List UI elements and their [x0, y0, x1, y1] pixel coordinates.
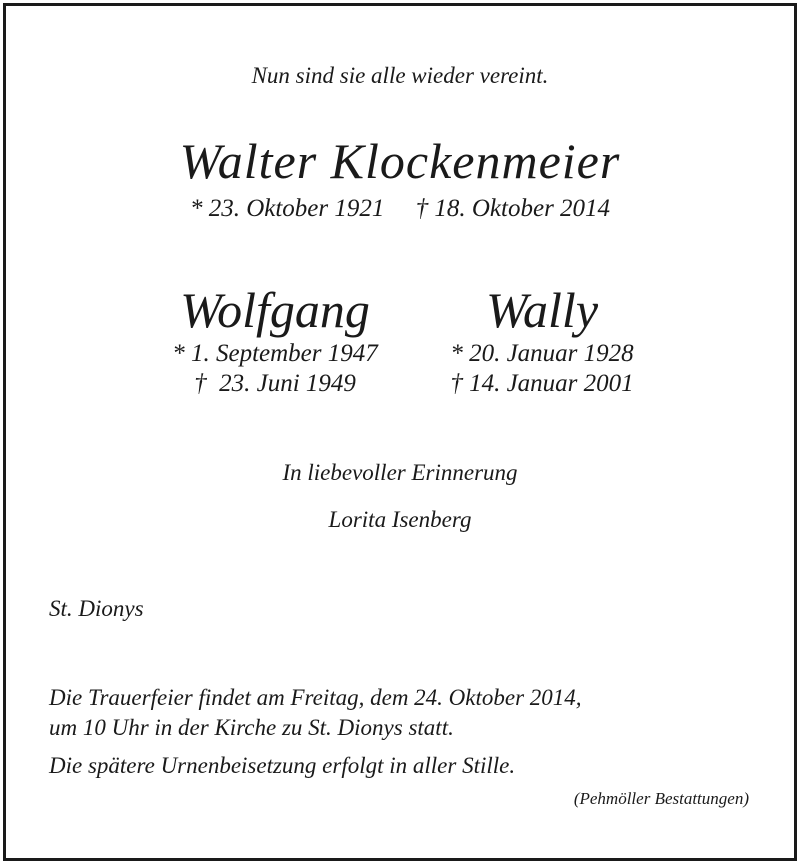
place-name: St. Dionys: [49, 596, 144, 621]
service-line-2: um 10 Uhr in der Kirche zu St. Dionys statt.: [49, 715, 454, 740]
left-person-died: † 23. Juni 1949: [194, 370, 356, 397]
service-line-3: Die spätere Urnenbeisetzung erfolgt in aller Stille.: [49, 753, 516, 778]
signer-name: Lorita Isenberg: [328, 507, 472, 532]
main-person-dates: * 23. Oktober 1921 † 18. Oktober 2014: [189, 195, 611, 222]
memory-line: In liebevoller Erinnerung: [282, 460, 518, 485]
main-person-name: Walter Klockenmeier: [179, 133, 621, 189]
funeral-home-credit: (Pehmöller Bestattungen): [573, 789, 749, 808]
intro-text: Nun sind sie alle wieder vereint.: [251, 63, 549, 88]
right-person-born: * 20. Januar 1928: [450, 340, 634, 367]
right-person-died: † 14. Januar 2001: [450, 370, 634, 397]
left-person-name: Wolfgang: [180, 282, 370, 338]
right-person-name: Wally: [485, 282, 599, 338]
service-line-1: Die Trauerfeier findet am Freitag, dem 24. Oktober 2014,: [49, 685, 582, 710]
left-person-born: * 1. September 1947: [172, 340, 378, 367]
